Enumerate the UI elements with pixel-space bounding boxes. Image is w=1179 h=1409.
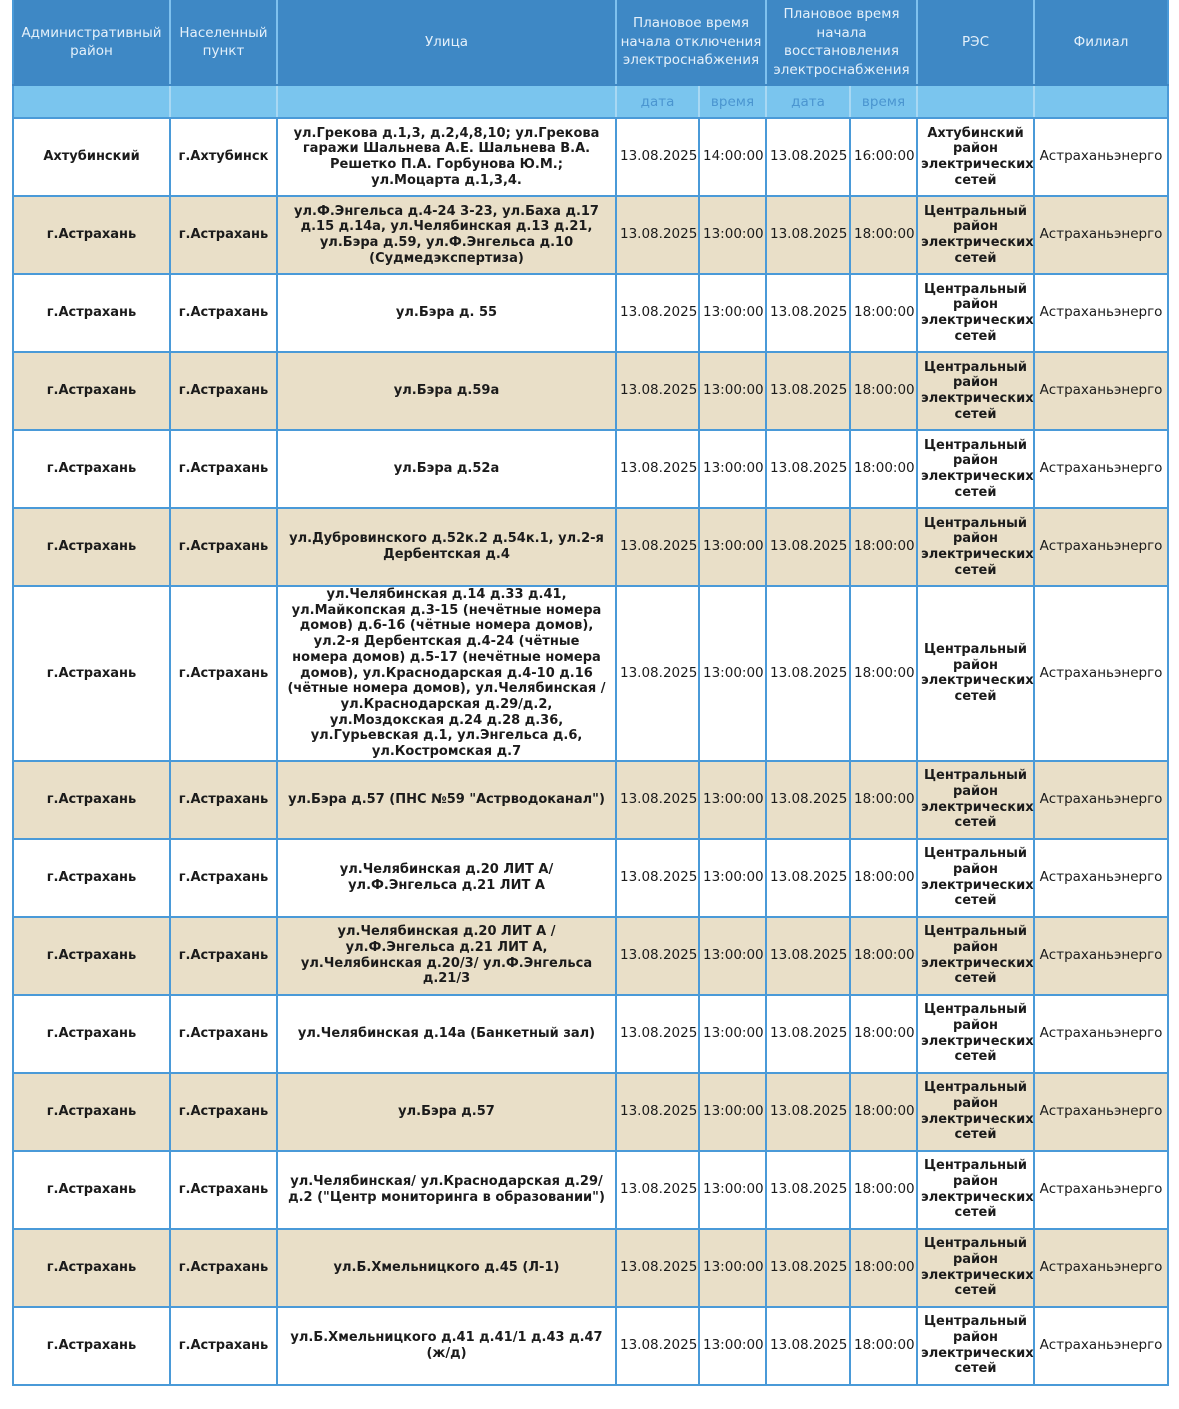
cell-branch: Астраханьэнерго <box>1034 586 1168 761</box>
cell-street: ул.Грекова д.1,3, д.2,4,8,10; ул.Грекова гаражи Шальнева А.Е. Шальнева В.А. Решетко П.А. Горбунова Ю.М.; ул.Моцарта д.1,3,4. <box>277 118 616 196</box>
cell-outage-date: 13.08.2025 <box>616 1307 699 1385</box>
cell-res: Центральный район электрических сетей <box>917 995 1034 1073</box>
table-row <box>13 1073 1168 1151</box>
cell-res: Центральный район электрических сетей <box>917 761 1034 839</box>
cell-restore-time: 18:00:00 <box>850 430 917 508</box>
cell-locality: г.Астрахань <box>170 508 277 586</box>
outage-table <box>12 0 1169 1386</box>
subheader-restore-date: дата <box>766 85 850 118</box>
cell-locality: г.Астрахань <box>170 761 277 839</box>
cell-branch: Астраханьэнерго <box>1034 1307 1168 1385</box>
cell-outage-time: 13:00:00 <box>699 196 766 274</box>
subheader-restore-time: время <box>850 85 917 118</box>
cell-outage-time: 13:00:00 <box>699 508 766 586</box>
subheader-empty <box>1034 85 1168 118</box>
cell-outage-time: 13:00:00 <box>699 761 766 839</box>
cell-res: Ахтубинский район электрических сетей <box>917 118 1034 196</box>
cell-outage-time: 13:00:00 <box>699 1073 766 1151</box>
table-row <box>13 1151 1168 1229</box>
subheader-outage-date: дата <box>616 85 699 118</box>
cell-outage-date: 13.08.2025 <box>616 761 699 839</box>
cell-res: Центральный район электрических сетей <box>917 839 1034 917</box>
cell-outage-time: 13:00:00 <box>699 917 766 995</box>
cell-district: г.Астрахань <box>13 274 170 352</box>
cell-outage-date: 13.08.2025 <box>616 430 699 508</box>
cell-restore-date: 13.08.2025 <box>766 118 850 196</box>
cell-res: Центральный район электрических сетей <box>917 917 1034 995</box>
cell-outage-date: 13.08.2025 <box>616 196 699 274</box>
cell-outage-date: 13.08.2025 <box>616 508 699 586</box>
cell-district: г.Астрахань <box>13 352 170 430</box>
table-row <box>13 196 1168 274</box>
cell-outage-time: 13:00:00 <box>699 839 766 917</box>
cell-street: ул.Челябинская/ ул.Краснодарская д.29/ д.2 ("Центр мониторинга в образовании") <box>277 1151 616 1229</box>
cell-district: г.Астрахань <box>13 1151 170 1229</box>
cell-restore-date: 13.08.2025 <box>766 917 850 995</box>
header-street: Улица <box>277 0 616 85</box>
cell-outage-time: 13:00:00 <box>699 352 766 430</box>
subheader-outage-time: время <box>699 85 766 118</box>
header-res: РЭС <box>917 0 1034 85</box>
cell-branch: Астраханьэнерго <box>1034 352 1168 430</box>
subheader-empty <box>13 85 170 118</box>
cell-locality: г.Астрахань <box>170 839 277 917</box>
cell-restore-time: 18:00:00 <box>850 995 917 1073</box>
header-row <box>13 0 1168 85</box>
table-row <box>13 274 1168 352</box>
header-outage-start: Плановое время начала отключения электроснабжения <box>616 0 766 85</box>
cell-street: ул.Челябинская д.14 д.33 д.41, ул.Майкопская д.3-15 (нечётные номера домов) д.6-16 (чётные номера домов), ул.2-я Дербентская д.4-24 (чётные номера домов) д.5-17 (нечётные номера домов), ул.Краснодарская д.4-10 д.16 (чётные номера домов), ул.Челябинская / ул.Краснодарская д.29/д.2, ул.Моздокская д.24 д.28 д.36, ул.Гурьевская д.1, ул.Энгельса д.6, ул.Костромская д.7 <box>277 586 616 761</box>
header-restore-start: Плановое время начала восстановления электроснабжения <box>766 0 917 85</box>
cell-res: Центральный район электрических сетей <box>917 1151 1034 1229</box>
cell-restore-time: 18:00:00 <box>850 1151 917 1229</box>
cell-branch: Астраханьэнерго <box>1034 1229 1168 1307</box>
cell-outage-time: 13:00:00 <box>699 586 766 761</box>
cell-restore-time: 18:00:00 <box>850 352 917 430</box>
cell-outage-time: 13:00:00 <box>699 1229 766 1307</box>
table-row <box>13 352 1168 430</box>
subheader-empty <box>277 85 616 118</box>
cell-branch: Астраханьэнерго <box>1034 839 1168 917</box>
cell-street: ул.Бэра д.59а <box>277 352 616 430</box>
cell-district: г.Астрахань <box>13 839 170 917</box>
cell-restore-time: 18:00:00 <box>850 274 917 352</box>
cell-res: Центральный район электрических сетей <box>917 274 1034 352</box>
cell-district: Ахтубинский <box>13 118 170 196</box>
cell-branch: Астраханьэнерго <box>1034 274 1168 352</box>
cell-branch: Астраханьэнерго <box>1034 761 1168 839</box>
subheader-row <box>13 85 1168 118</box>
cell-district: г.Астрахань <box>13 1073 170 1151</box>
cell-street: ул.Бэра д. 55 <box>277 274 616 352</box>
cell-branch: Астраханьэнерго <box>1034 196 1168 274</box>
cell-locality: г.Астрахань <box>170 1073 277 1151</box>
cell-locality: г.Астрахань <box>170 995 277 1073</box>
table-row <box>13 995 1168 1073</box>
table-body <box>13 118 1168 1385</box>
table-row <box>13 917 1168 995</box>
table-row <box>13 1229 1168 1307</box>
cell-district: г.Астрахань <box>13 995 170 1073</box>
cell-restore-date: 13.08.2025 <box>766 274 850 352</box>
cell-street: ул.Бэра д.57 (ПНС №59 "Астрводоканал") <box>277 761 616 839</box>
cell-district: г.Астрахань <box>13 1229 170 1307</box>
subheader-empty <box>170 85 277 118</box>
cell-street: ул.Ф.Энгельса д.4-24 3-23, ул.Баха д.17 д.15 д.14а, ул.Челябинская д.13 д.21, ул.Бэра д.59, ул.Ф.Энгельса д.10 (Судмедэкспертиза) <box>277 196 616 274</box>
cell-outage-date: 13.08.2025 <box>616 274 699 352</box>
cell-outage-time: 13:00:00 <box>699 430 766 508</box>
cell-outage-time: 13:00:00 <box>699 995 766 1073</box>
cell-street: ул.Челябинская д.20 ЛИТ А / ул.Ф.Энгельса д.21 ЛИТ А, ул.Челябинская д.20/3/ ул.Ф.Энгельса д.21/3 <box>277 917 616 995</box>
cell-district: г.Астрахань <box>13 1307 170 1385</box>
table-row <box>13 430 1168 508</box>
cell-district: г.Астрахань <box>13 430 170 508</box>
cell-branch: Астраханьэнерго <box>1034 508 1168 586</box>
cell-branch: Астраханьэнерго <box>1034 1151 1168 1229</box>
cell-res: Центральный район электрических сетей <box>917 196 1034 274</box>
cell-restore-date: 13.08.2025 <box>766 1307 850 1385</box>
outage-schedule <box>12 0 1169 1386</box>
table-row <box>13 1307 1168 1385</box>
table-row <box>13 508 1168 586</box>
subheader-empty <box>917 85 1034 118</box>
cell-street: ул.Б.Хмельницкого д.41 д.41/1 д.43 д.47 (ж/д) <box>277 1307 616 1385</box>
cell-restore-date: 13.08.2025 <box>766 995 850 1073</box>
cell-restore-date: 13.08.2025 <box>766 761 850 839</box>
cell-restore-date: 13.08.2025 <box>766 586 850 761</box>
cell-street: ул.Челябинская д.20 ЛИТ А/ ул.Ф.Энгельса д.21 ЛИТ А <box>277 839 616 917</box>
cell-locality: г.Астрахань <box>170 1229 277 1307</box>
cell-restore-time: 18:00:00 <box>850 1307 917 1385</box>
cell-locality: г.Астрахань <box>170 430 277 508</box>
cell-outage-date: 13.08.2025 <box>616 839 699 917</box>
cell-restore-time: 16:00:00 <box>850 118 917 196</box>
cell-res: Центральный район электрических сетей <box>917 1229 1034 1307</box>
cell-outage-time: 13:00:00 <box>699 1307 766 1385</box>
cell-restore-time: 18:00:00 <box>850 508 917 586</box>
cell-district: г.Астрахань <box>13 508 170 586</box>
cell-street: ул.Дубровинского д.52к.2 д.54к.1, ул.2-я Дербентская д.4 <box>277 508 616 586</box>
cell-locality: г.Астрахань <box>170 274 277 352</box>
cell-res: Центральный район электрических сетей <box>917 508 1034 586</box>
cell-restore-date: 13.08.2025 <box>766 1229 850 1307</box>
cell-restore-date: 13.08.2025 <box>766 508 850 586</box>
header-locality: Населенный пункт <box>170 0 277 85</box>
header-district: Административный район <box>13 0 170 85</box>
cell-outage-date: 13.08.2025 <box>616 1151 699 1229</box>
cell-street: ул.Бэра д.57 <box>277 1073 616 1151</box>
table-row <box>13 586 1168 761</box>
cell-branch: Астраханьэнерго <box>1034 118 1168 196</box>
cell-restore-date: 13.08.2025 <box>766 1073 850 1151</box>
cell-district: г.Астрахань <box>13 586 170 761</box>
table-row <box>13 118 1168 196</box>
cell-street: ул.Челябинская д.14а (Банкетный зал) <box>277 995 616 1073</box>
cell-locality: г.Астрахань <box>170 196 277 274</box>
table-row <box>13 761 1168 839</box>
cell-branch: Астраханьэнерго <box>1034 430 1168 508</box>
header-branch: Филиал <box>1034 0 1168 85</box>
table-row <box>13 839 1168 917</box>
cell-locality: г.Астрахань <box>170 586 277 761</box>
cell-outage-date: 13.08.2025 <box>616 352 699 430</box>
cell-res: Центральный район электрических сетей <box>917 586 1034 761</box>
cell-street: ул.Бэра д.52а <box>277 430 616 508</box>
cell-district: г.Астрахань <box>13 761 170 839</box>
cell-locality: г.Астрахань <box>170 1151 277 1229</box>
cell-outage-time: 14:00:00 <box>699 118 766 196</box>
cell-outage-date: 13.08.2025 <box>616 586 699 761</box>
cell-restore-time: 18:00:00 <box>850 761 917 839</box>
cell-district: г.Астрахань <box>13 917 170 995</box>
cell-locality: г.Астрахань <box>170 1307 277 1385</box>
cell-restore-time: 18:00:00 <box>850 196 917 274</box>
cell-branch: Астраханьэнерго <box>1034 995 1168 1073</box>
cell-outage-date: 13.08.2025 <box>616 1073 699 1151</box>
cell-outage-time: 13:00:00 <box>699 1151 766 1229</box>
cell-locality: г.Астрахань <box>170 352 277 430</box>
cell-restore-time: 18:00:00 <box>850 839 917 917</box>
cell-restore-date: 13.08.2025 <box>766 839 850 917</box>
cell-restore-date: 13.08.2025 <box>766 430 850 508</box>
cell-outage-date: 13.08.2025 <box>616 917 699 995</box>
cell-locality: г.Астрахань <box>170 917 277 995</box>
cell-restore-time: 18:00:00 <box>850 917 917 995</box>
cell-outage-date: 13.08.2025 <box>616 995 699 1073</box>
cell-outage-time: 13:00:00 <box>699 274 766 352</box>
cell-restore-date: 13.08.2025 <box>766 196 850 274</box>
cell-branch: Астраханьэнерго <box>1034 917 1168 995</box>
cell-restore-time: 18:00:00 <box>850 1229 917 1307</box>
cell-branch: Астраханьэнерго <box>1034 1073 1168 1151</box>
cell-restore-date: 13.08.2025 <box>766 1151 850 1229</box>
cell-res: Центральный район электрических сетей <box>917 1307 1034 1385</box>
cell-res: Центральный район электрических сетей <box>917 430 1034 508</box>
cell-outage-date: 13.08.2025 <box>616 1229 699 1307</box>
cell-restore-time: 18:00:00 <box>850 586 917 761</box>
cell-district: г.Астрахань <box>13 196 170 274</box>
cell-res: Центральный район электрических сетей <box>917 1073 1034 1151</box>
cell-res: Центральный район электрических сетей <box>917 352 1034 430</box>
cell-outage-date: 13.08.2025 <box>616 118 699 196</box>
cell-restore-time: 18:00:00 <box>850 1073 917 1151</box>
cell-street: ул.Б.Хмельницкого д.45 (Л-1) <box>277 1229 616 1307</box>
cell-restore-date: 13.08.2025 <box>766 352 850 430</box>
cell-locality: г.Ахтубинск <box>170 118 277 196</box>
